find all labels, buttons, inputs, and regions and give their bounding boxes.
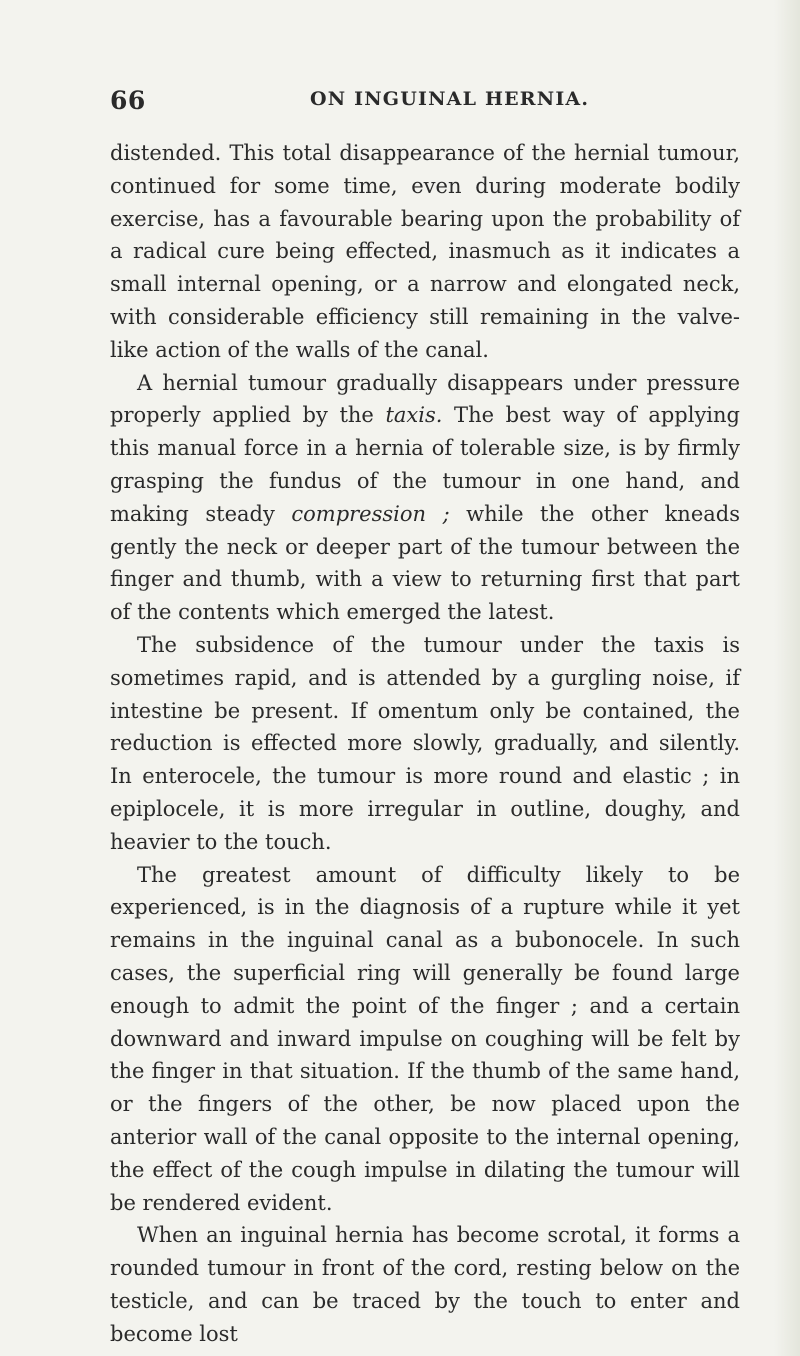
paragraph-4: [110, 859, 740, 1220]
paragraph-5: [110, 1219, 740, 1350]
running-head: ON INGUINAL HERNIA.: [310, 88, 590, 110]
italic-term-compression: compression ;: [291, 501, 450, 526]
text-run: The best way of applying this manual force in a hernia of tolerable size, is by firmly grasping the fundus of the tumour in one hand, and making steady: [110, 403, 740, 526]
page-header: [110, 86, 740, 122]
body-text: [110, 137, 740, 1350]
text-run: while the other kneads gently the neck or deeper part of the tumour between the finger and thumb, with a view to returning first that part of the contents which emerged the latest.: [110, 501, 740, 625]
text-run: The subsidence of the tumour under the taxis is sometimes rapid, and is attended by a gurgling noise, if intestine be present. If omentum only be contained, the reduction is effected more slowly, gradually, and silently. In enterocele, the tumour is more round and elastic ; in epiplocele, it is more irregular in outline, doughy, and heavier to the touch.: [110, 632, 740, 854]
paragraph-3: [110, 629, 740, 859]
text-run: A hernial tumour gradually disappears under pressure properly applied by the: [110, 370, 740, 428]
page-edge-shadow: [774, 0, 800, 1356]
text-run: distended. This total disappearance of the hernial tumour, continued for some time, even during moderate bodily exercise, has a favourable bearing upon the probability of a radical cure being effected, inasmuch as it indicates a small internal opening, or a narrow and elongated neck, with considerable efficiency still remaining in the valve-like action of the walls of the canal.: [110, 141, 740, 362]
paragraph-1: [110, 137, 740, 367]
text-run: The greatest amount of difficulty likely to be experienced, is in the diagnosis of a rupture while it yet remains in the inguinal canal as a bubonocele. In such cases, the superficial ring will generally be found large enough to admit the point of the finger ; and a certain downward and inward impulse on coughing will be felt by the finger in that situation. If the thumb of the same hand, or the fingers of the other, be now placed upon the anterior wall of the canal opposite to the internal opening, the effect of the cough impulse in dilating the tumour will be rendered evident.: [110, 862, 740, 1215]
paragraph-2: [110, 367, 740, 629]
italic-term-taxis: taxis.: [385, 403, 443, 428]
text-run: When an inguinal hernia has become scrotal, it forms a rounded tumour in front of the cord, resting below on the testicle, and can be traced by the touch to enter and become lost: [110, 1223, 740, 1346]
page-number: 66: [110, 86, 146, 115]
